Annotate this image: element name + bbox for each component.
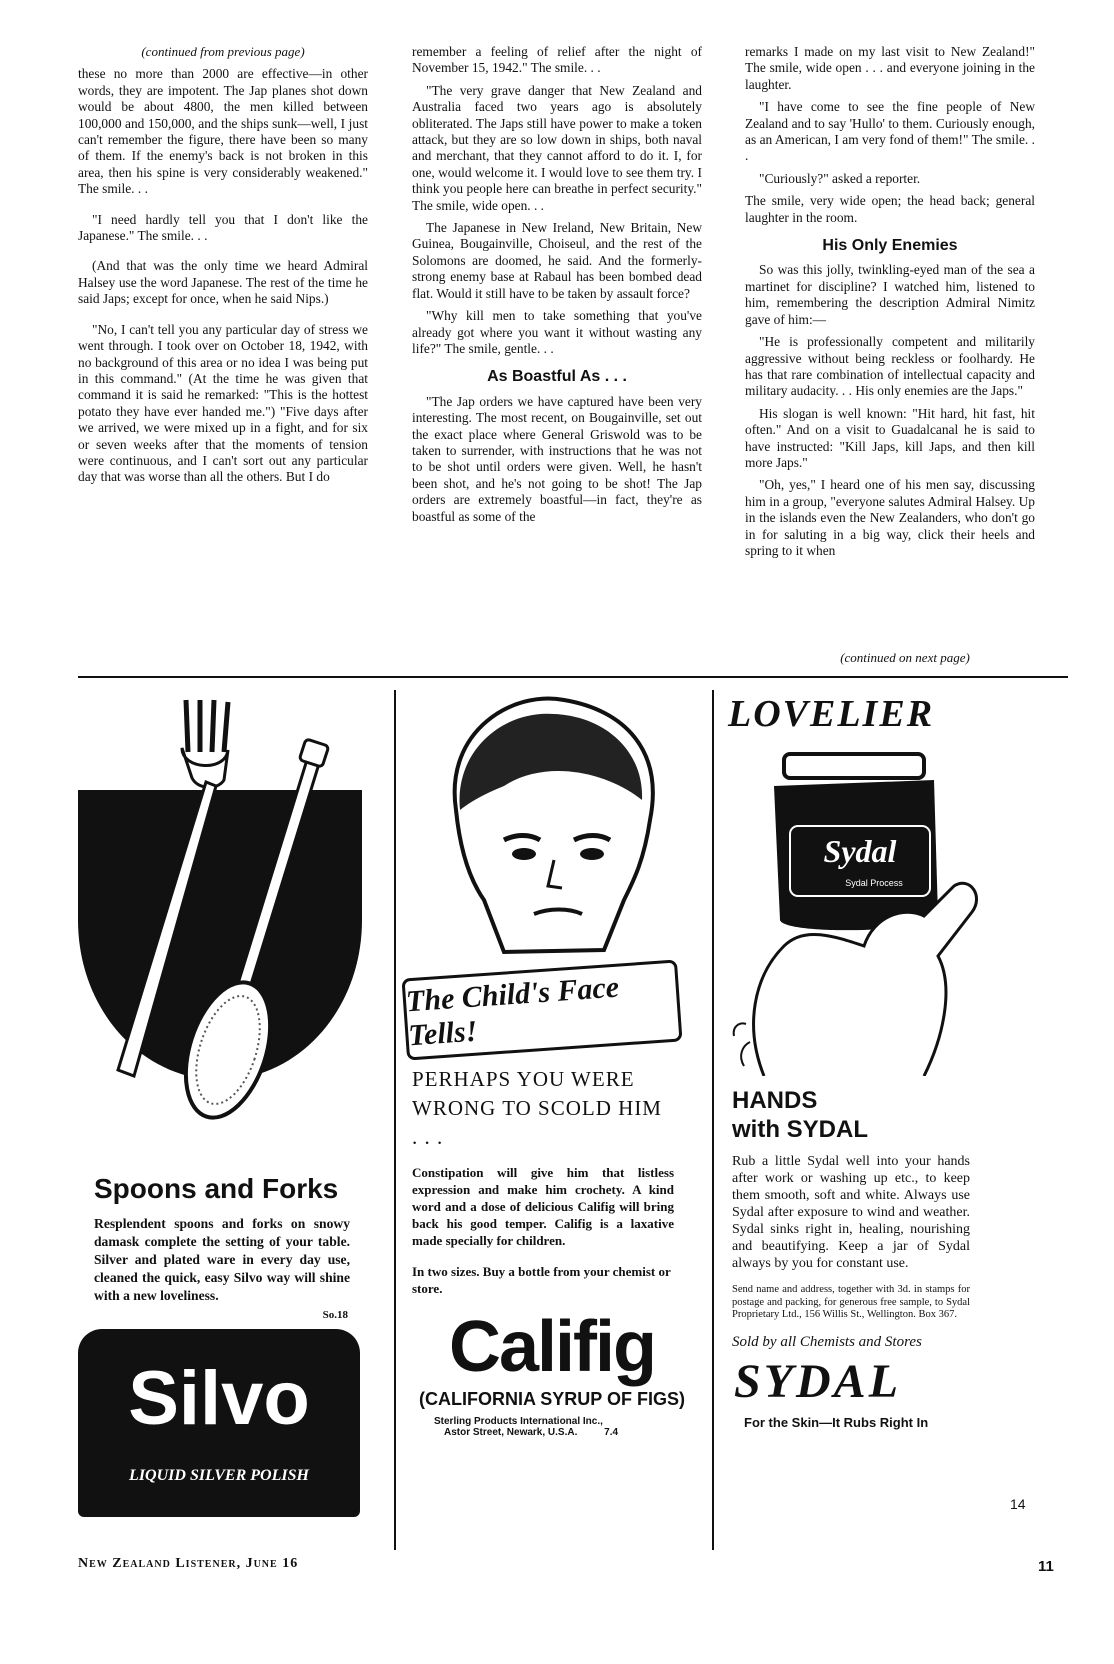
paragraph: "Oh, yes," I heard one of his men say, discussing him in a group, "everyone salutes Admiral Halsey. Up in the islands even the New Zealanders, who don't go in for saluting in a big way, click their heels and spring to it when [745, 477, 1035, 558]
silvo-logo-panel [78, 1329, 360, 1517]
sydal-jar-label: Sydal [823, 833, 897, 869]
califig-banner: The Child's Face Tells! [401, 959, 682, 1060]
califig-advertisement [404, 690, 700, 1438]
article-column-3 [745, 44, 1035, 565]
paragraph: The Japanese in New Ireland, New Britain, New Guinea, Bougainville, Choiseul, and the rest of the Solomons are doomed, he said. And the formerly-strong enemy base at Rabaul has been bombed dead flat. Would it still have to be taken by assault force? [412, 220, 702, 301]
paragraph: "No, I can't tell you any particular day of stress we went through. I took over on October 18, 1942, with no background of this area or no idea I was being put in this command." (At the time he was given that command it is said he remarked: "This is the hottest potato they have ever handed me.") "Five days after we arrived, we were mixed up in a fight, and for six or seven weeks after that the moments of tension were continuous, and I can't sort out any particular day that was worse than all the others. But I do [78, 321, 368, 485]
califig-brand: Califig [448, 1307, 655, 1387]
horizontal-divider [78, 676, 1068, 678]
article-column-1 [78, 44, 368, 492]
sydal-sample-offer: Send name and address, together with 3d. in stamps for postage and packing, for generous free sample, to Sydal Proprietary Ltd., 156 Willis St., Wellington. Box 367. [732, 1284, 970, 1320]
cutlery-illustration [78, 690, 378, 1160]
vertical-divider [712, 690, 714, 1550]
califig-code: 7.4 [604, 1427, 619, 1438]
sydal-brand: SYDAL [734, 1354, 902, 1408]
califig-tagline: (CALIFORNIA SYRUP OF FIGS) [418, 1389, 685, 1409]
paragraph: "I need hardly tell you that I don't like the Japanese." The smile. . . [78, 211, 368, 244]
sydal-advertisement [724, 690, 1074, 1512]
sydal-headline: LOVELIER [728, 693, 935, 735]
califig-sizes: In two sizes. Buy a bottle from your chemist or store. [412, 1264, 671, 1296]
subheading-only-enemies: His Only Enemies [822, 237, 958, 255]
page-number: 11 [1038, 1558, 1054, 1575]
subheading-as-boastful: As Boastful As . . . [487, 368, 627, 386]
paragraph: remember a feeling of relief after the night of November 15, 1942." The smile. . . [412, 44, 702, 76]
vertical-divider [394, 690, 396, 1550]
paragraph: remarks I made on my last visit to New Zealand!" The smile, wide open . . . and everyone joining in the laughter. [745, 44, 1035, 92]
continued-on-note: (continued on next page) [840, 650, 970, 665]
sydal-tagline: For the Skin—It Rubs Right In [744, 1414, 929, 1430]
paragraph: these no more than 2000 are effective—in other words, they are impotent. The Jap planes shot down would be about 4800, the men killed between 100,000 and 150,000, and the ships sunk—well, I just can't remember the figure, there have been so many of them. If the enemy's back is not broken in this area, then his spine is very considerably weakened." The smile. . . [78, 66, 368, 197]
silvo-code: So.18 [322, 1309, 348, 1321]
paragraph: "The very grave danger that New Zealand and Australia faced two years ago is absolutely obliterated. The Japs still have power to make a token attack, but they are so low down in ships, both naval and merchant, that they cannot afford to do it. I, for one, would welcome it. I would love to see them try. I think you people here can breathe in perfect security." The smile, wide open. . . [412, 82, 702, 213]
sydal-with-sydal: with SYDAL [732, 1116, 868, 1143]
silvo-body: Resplendent spoons and forks on snowy damask complete the setting of your table. Silver and plated ware in every day use, cleaned the quick, easy Silvo way will shine with a new loveliness. [94, 1216, 350, 1303]
paragraph: "I have come to see the fine people of New Zealand and to say 'Hullo' to them. Curiously enough, as an American, I am very fond of them!" The smile. . . [745, 99, 1035, 164]
publication-footer: New Zealand Listener, June 16 [78, 1556, 299, 1571]
hand-with-jar-illustration [724, 736, 1074, 1076]
silvo-tagline: LIQUID SILVER POLISH [129, 1467, 309, 1484]
paragraph: "Curiously?" asked a reporter. [759, 170, 921, 186]
paragraph: (And that was the only time we heard Admiral Halsey use the word Japanese. The rest of the time he said Japs; except for once, when he said Nips.) [78, 258, 368, 307]
paragraph: "He is professionally competent and militarily aggressive without being reckless or foolhardy. He has that rare combination of intellectual capacity and military audacity. . . His only enemies are the Japs." [745, 334, 1035, 399]
sydal-body: Rub a little Sydal well into your hands after work or washing up etc., to keep them smooth, soft and white. Always use Sydal after exposure to wind and weather. Sydal sinks right in, healing, nourishing and beautifying. Keep a jar of Sydal always by you for constant use. [732, 1154, 970, 1271]
sydal-jar-small: Sydal Process [845, 878, 903, 888]
silvo-brand: Silvo [128, 1356, 310, 1441]
child-face-illustration [404, 690, 700, 980]
paragraph: His slogan is well known: "Hit hard, hit fast, hit often." And on a visit to Guadalcanal he is said to have instructed: "Kill Japs, kill Japs, and then kill more Japs." [745, 405, 1035, 470]
silvo-headline: Spoons and Forks [94, 1173, 339, 1204]
sydal-code: 14 [1010, 1496, 1026, 1512]
silvo-advertisement [78, 690, 378, 1517]
article-column-2 [412, 44, 702, 531]
paragraph: "Why kill men to take something that you've already got where you want it without wasting any life?" The smile, gentle. . . [412, 308, 702, 356]
califig-maker-line1: Sterling Products International Inc., [434, 1416, 603, 1427]
paragraph: The smile, very wide open; the head back; general laughter in the room. [745, 193, 1035, 225]
califig-maker-line2: Astor Street, Newark, U.S.A. [444, 1427, 578, 1438]
sydal-hands: HANDS [732, 1087, 818, 1114]
sydal-sold-by: Sold by all Chemists and Stores [732, 1333, 922, 1350]
continued-from-note: (continued from previous page) [141, 44, 305, 59]
califig-headline: PERHAPS YOU WERE WRONG TO SCOLD HIM . . . [412, 1067, 662, 1149]
califig-body: Constipation will give him that listless expression and make him crochety. A kind word and a dose of delicious Califig will bring back his good temper. Califig is a laxative made specially for children. [412, 1165, 674, 1248]
paragraph: "The Jap orders we have captured have been very interesting. The most recent, on Bougainville, set out the exact place where General Griswold was to be taken to surrender, with instructions that he was not to be shot until orders were given. Well, he hasn't been shot, and he's not going to be shot! The Jap orders are extremely boastful—in fact, they're as boastful as some of the [412, 393, 702, 524]
paragraph: So was this jolly, twinkling-eyed man of the sea a martinet for discipline? I watched him, listened to him, remembering the description Admiral Nimitz gave of him:— [745, 262, 1035, 327]
